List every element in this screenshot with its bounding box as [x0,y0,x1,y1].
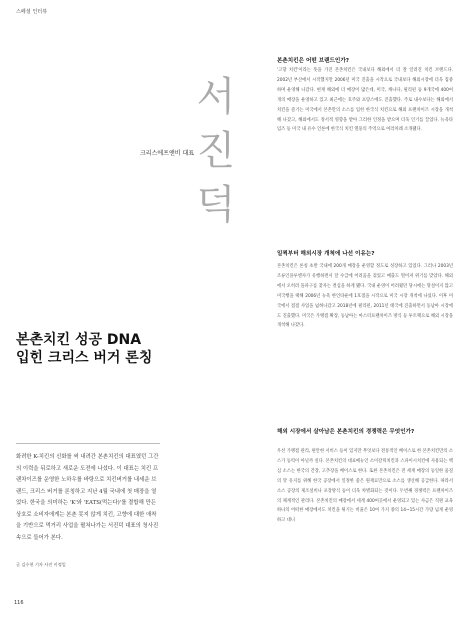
name-char-3: 덕 [196,182,236,228]
byline-text: 글 김수현 기자 사진 이정일 [16,562,66,567]
answer-1: '고향 치킨'이라는 뜻을 가진 본촌치킨은 국내보다 해외에서 더 잘 알려진 치킨 브랜드다. 2002년 부산에서 시작했지만 2006년 미국 진출을 시작으로 국내보다 해외시장에 더욱 집중하며 운영해 나갔다. 현재 해외에 더 매장이 많은데, 미국, 캐나다, 필리핀 등 9개국에 400여 개의 매장을 운영하고 있고 최근에는 호주와 프랑스에도 진출했다. 주로 내수보다는 해외에서 치킨을 즐기는 미국에서 본촌만의 소스를 입힌 한국식 치킨으로 해외 프랜차이즈 시장을 개척해 나갔고, 해외에서도 정서적 영향을 받아 그러한 인정을 받으며 더욱 인기를 끌었다. 뉴욕타임즈 등 미국 내 유수 언론에 한국식 치킨 열풍의 주역으로 여러차례 소개됐다. [277,68,453,133]
name-char-1: 서 [196,74,236,120]
byline [16,562,66,568]
name-char-2: 진 [196,128,236,174]
page-number: 116 [14,600,24,606]
question-2: 일찍부터 해외시장 개척에 나선 이유는? [277,251,375,257]
article-intro: 화려한 K-치킨의 신화를 써 내려간 본촌치킨의 대표였던 그간의 이력을 뒤로하고 새로운 도전에 나섰다. 이 대표는 치킨 프랜차이즈를 운영한 노하우를 바탕으로 치킨버거를 내세운 브랜드, 크리스 버거를 론칭하고 지난 4월 국내에 첫 매장을 열었다. 한국을 의미하는 'K'와 'EATS(먹는다)'를 결합해 만든 상호로 소비자에게는 본촌 못지 않게 치킨, 고향에 대한 애착을 기반으로 먹거리 사업을 펼쳐나가는 서진덕 대표의 청사진 속으로 들어가 본다. [16,454,159,541]
interviewee-title: 크리스에프앤비 대표 [140,150,195,157]
interviewee-name [196,70,236,232]
answer-2: 본촌치킨은 론칭 초반 국내에 200개 매장을 운영할 정도로 성장하고 있었다. 그러나 2003년 조류인플루엔자가 유행하면서 달 수급에 어려움을 겪었고 매출도 떨어져 위기를 맞았다. 해외에서 오히려 돌파구를 찾자는 결심을 하게 됐다. 국내 운영이 어려웠던 당시에는 망설이지 않고 미국행을 택해 2006년 뉴욕 한인타운에 1호점을 시작으로 미국 시장 개척에 나섰다. 이후 미국에서 점점 사업을 넓혀나갔고 2018년에 필리핀, 2011년 태국에 진출하면서 동남아 시장에도 진출했다. 미국은 가맹점 확장, 동남아는 마스터프랜차이즈 방식 등 투트랙으로 해외 시장을 개척해 나갔다. [277,264,453,329]
answer-3: 우선 가맹점 관리, 편안한 서비스 등이 있지만 무엇보다 전통적인 베이스로 한 본촌치킨만의 소스가 동력이 아닐까 싶다. 본촌치킨의 대표메뉴인 소이갈릭치킨과 스파이시치킨에 사용되는 핵심 소스는 한국의 간장, 고추장을 베이스로 한다. 또한 본촌치킨은 전 세계 매장의 동일한 품질의 맛 유지를 위해 한국 공장에서 일정한 좋은 원재료만으로 소스를 생산해 공급한다. 따라서 소스 공장의 제조설비나 포장방식 등이 더욱 차별화되는 것이다. 두번째 경쟁력은 프랜차이즈의 체계적인 관리다. 본촌치킨의 매장에서 세계 400여곳에서 운영되고 있는 사금은 직원 교육 하나의 어떠한 매장에서도 치킨을 튀기는 비율은 10여 가지 종의 14~15시간 가량 넘게 운영하고 대니 [277,449,453,524]
section-label: 스페셜 인터뷰 [16,9,48,15]
question-3: 해외 시장에서 살아남은 본촌치킨의 경쟁력은 무엇인가? [277,429,415,435]
article-headline: 본촌치킨 성공 DNA 입힌 크리스 버거 론칭 [16,332,153,366]
divider [16,443,160,444]
question-1: 본촌치킨은 어떤 브랜드인가? [277,58,349,64]
